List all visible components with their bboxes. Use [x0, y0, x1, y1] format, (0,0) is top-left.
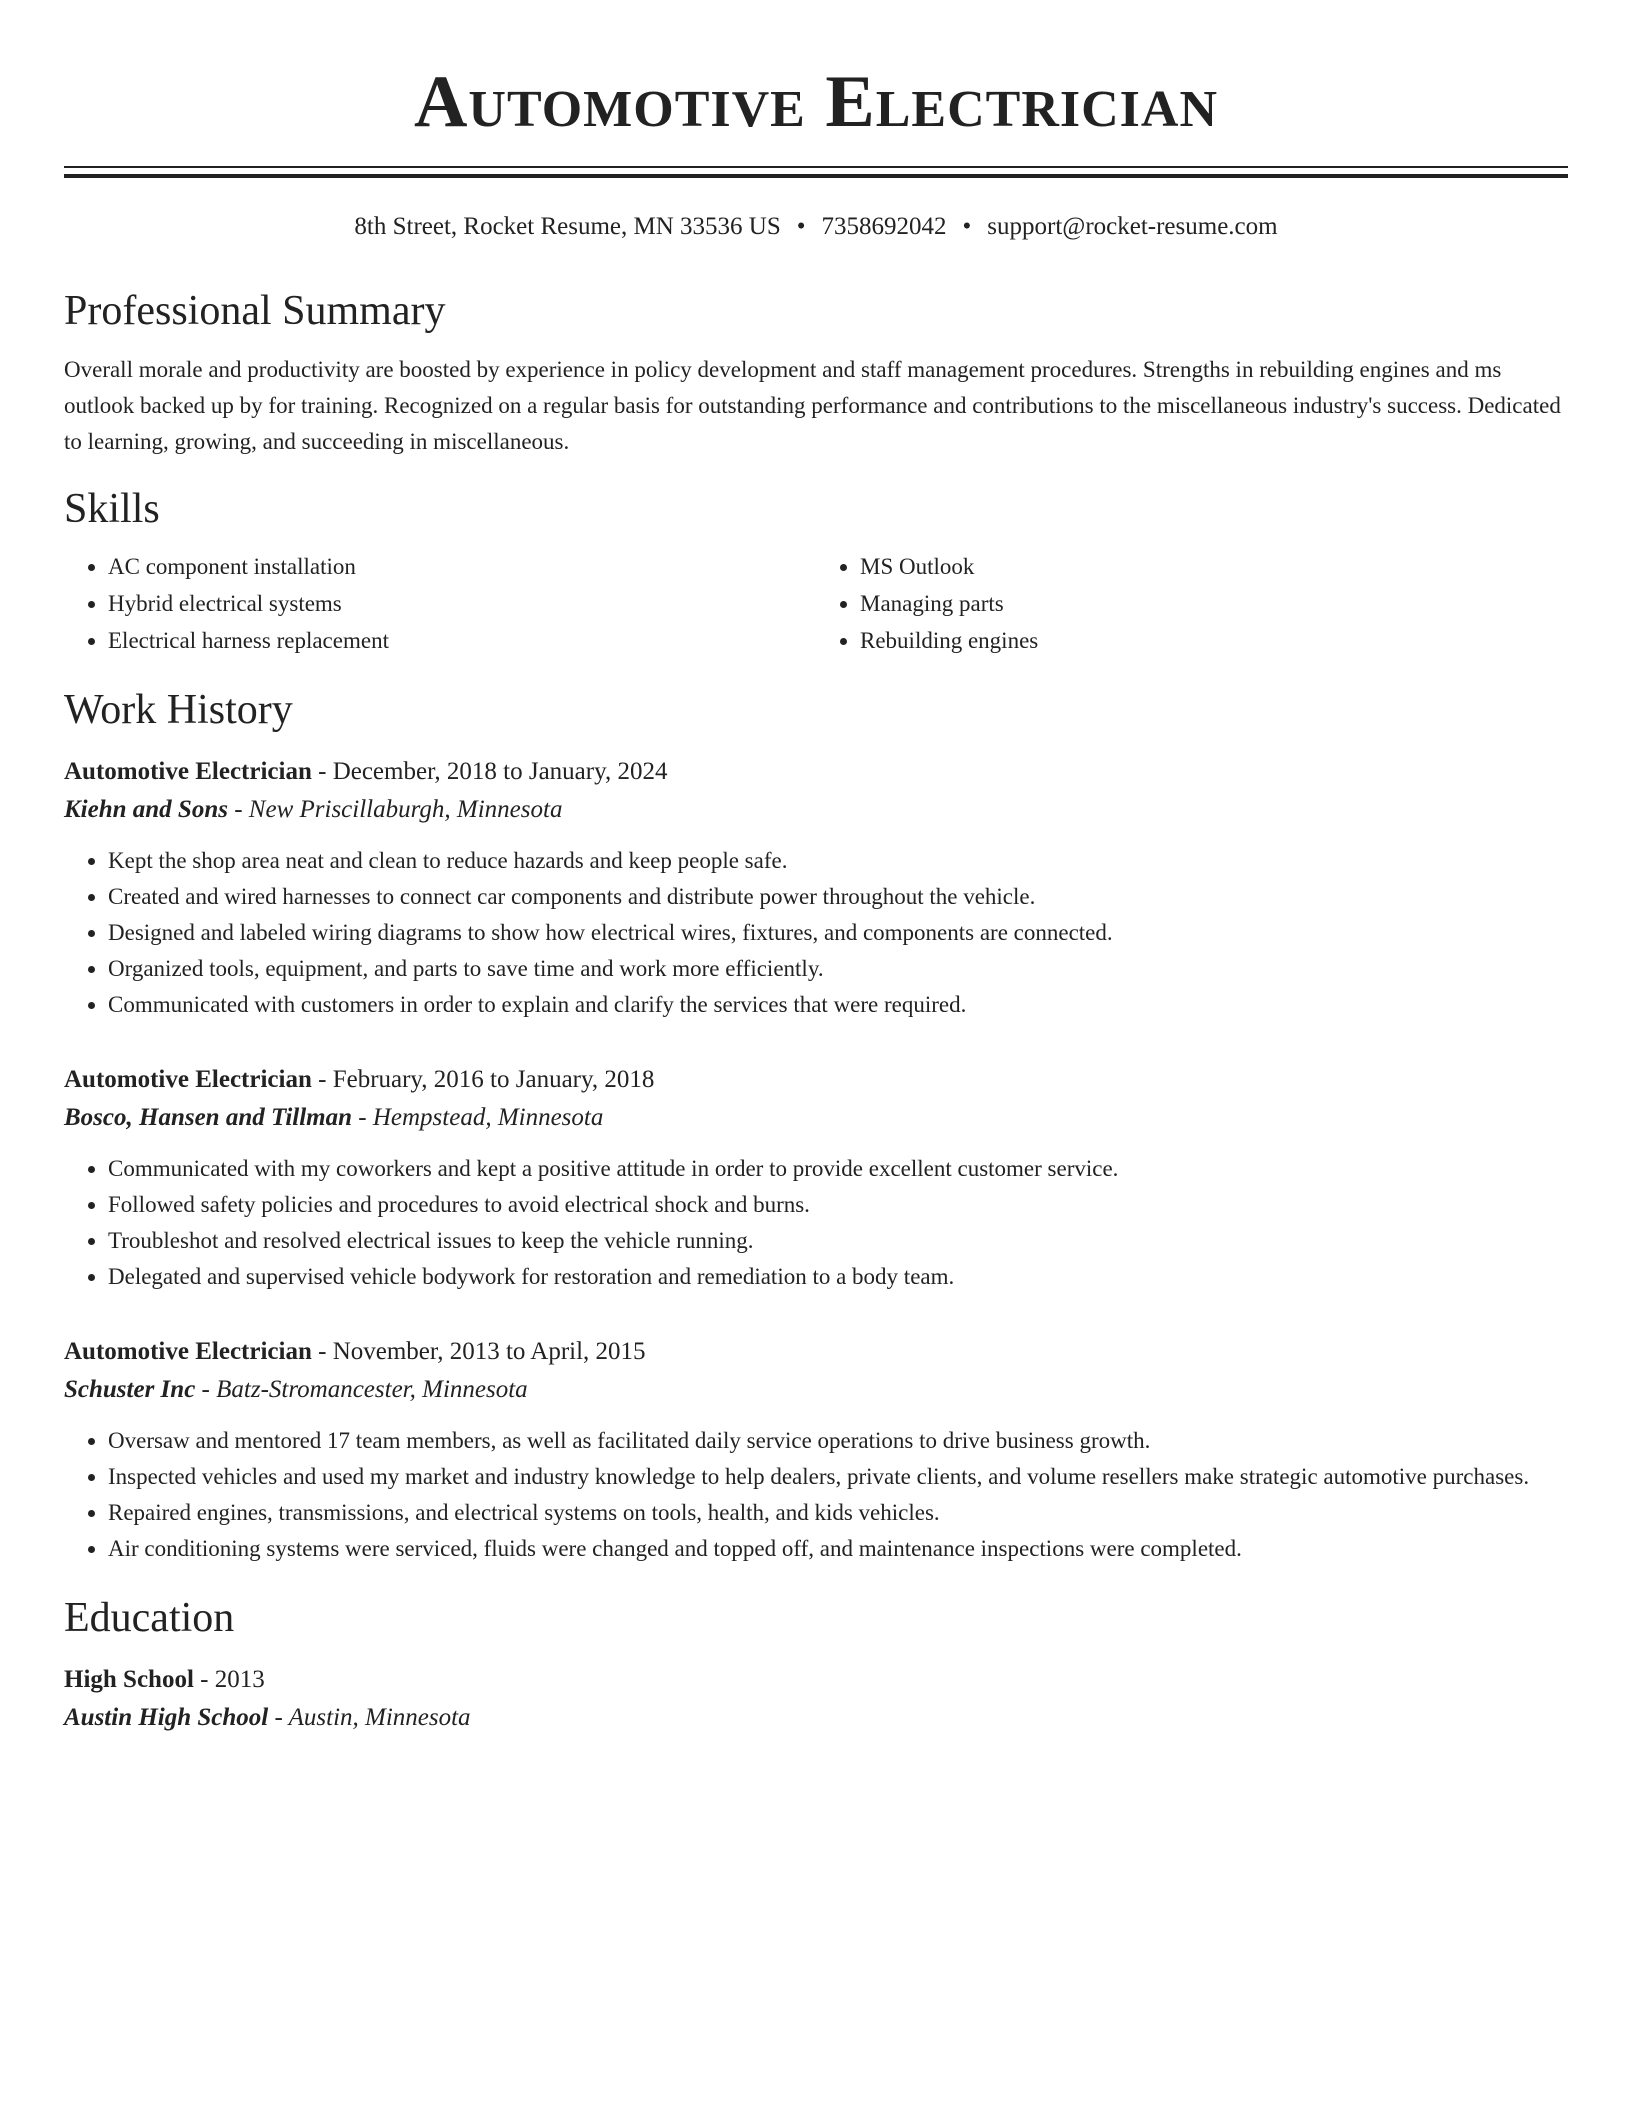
education-heading: Education: [64, 1595, 235, 1641]
education-institution: [64, 1699, 1568, 1737]
skill-item: • Electrical harness replacement: [108, 622, 816, 659]
job-bullet: • Delegated and supervised vehicle bodywork for restoration and remediation to a body team.: [108, 1259, 1568, 1295]
job-header: [64, 1333, 1568, 1371]
education-location: Austin, Minnesota: [288, 1704, 471, 1731]
job-header: [64, 753, 1568, 791]
education-entry: [64, 1661, 1568, 1737]
job-dash: -: [311, 758, 333, 785]
education-year: 2013: [214, 1666, 265, 1693]
job-bullet: • Air conditioning systems were serviced, fluids were changed and topped off, and maintenance inspections were completed.: [108, 1531, 1568, 1567]
job-bullets: [64, 1423, 1568, 1567]
job-dash: -: [311, 1066, 333, 1093]
job-location: New Priscillaburgh, Minnesota: [248, 796, 563, 823]
job-bullets: [64, 843, 1568, 1023]
contact-email: support@rocket-resume.com: [987, 213, 1278, 240]
job-bullet: • Organized tools, equipment, and parts to save time and work more efficiently.: [108, 951, 1568, 987]
education-dash: -: [193, 1666, 215, 1693]
job-bullet: • Oversaw and mentored 17 team members, as well as facilitated daily service operations to drive business growth.: [108, 1423, 1568, 1459]
job-bullet: • Communicated with customers in order to explain and clarify the services that were required.: [108, 987, 1568, 1023]
skill-item: • MS Outlook: [860, 548, 1568, 585]
header-divider: [64, 166, 1568, 178]
job-company: Kiehn and Sons: [64, 796, 228, 823]
education-dash: -: [268, 1704, 289, 1731]
skills-column-right: [816, 548, 1568, 659]
job-entry: [64, 1061, 1568, 1295]
skills-list: [64, 548, 1568, 659]
skill-item: • Hybrid electrical systems: [108, 585, 816, 622]
job-dash: -: [352, 1104, 373, 1131]
skill-item: • AC component installation: [108, 548, 816, 585]
job-bullet: • Designed and labeled wiring diagrams to show how electrical wires, fixtures, and components are connected.: [108, 915, 1568, 951]
job-dash: -: [195, 1376, 217, 1403]
job-role: Automotive Electrician: [64, 1066, 312, 1093]
job-bullet: • Created and wired harnesses to connect car components and distribute power throughout the vehicle.: [108, 879, 1568, 915]
education-degree: High School: [64, 1666, 194, 1693]
summary-text: Overall morale and productivity are boosted by experience in policy development and staff management procedures. Strengths in rebuilding engines and ms outlook backed up by for training. Recognized on a regular basis for outstanding performance and contributions to the miscellaneous industry's success. Dedicated to learning, growing, and succeeding in miscellaneous.: [64, 357, 1561, 454]
contact-separator: •: [796, 213, 806, 240]
job-header: [64, 1061, 1568, 1099]
job-company: Schuster Inc: [64, 1376, 196, 1403]
job-company: Bosco, Hansen and Tillman: [64, 1104, 353, 1131]
skills-heading: Skills: [64, 486, 160, 532]
job-bullets: [64, 1151, 1568, 1295]
job-dates: December, 2018 to January, 2024: [332, 758, 668, 785]
job-role: Automotive Electrician: [64, 1338, 312, 1365]
job-dates: November, 2013 to April, 2015: [332, 1338, 646, 1365]
job-bullet: • Inspected vehicles and used my market and industry knowledge to help dealers, private clients, and volume resellers make strategic automotive purchases.: [108, 1459, 1568, 1495]
job-bullet: • Troubleshot and resolved electrical issues to keep the vehicle running.: [108, 1223, 1568, 1259]
job-bullet: • Repaired engines, transmissions, and electrical systems on tools, health, and kids vehicles.: [108, 1495, 1568, 1531]
job-dash: -: [311, 1338, 333, 1365]
job-location: Hempstead, Minnesota: [372, 1104, 604, 1131]
job-entry: [64, 753, 1568, 1023]
job-location: Batz-Stromancester, Minnesota: [216, 1376, 528, 1403]
skill-item: • Rebuilding engines: [860, 622, 1568, 659]
work-history-heading: Work History: [64, 687, 293, 733]
skill-item: • Managing parts: [860, 585, 1568, 622]
resume-page: [64, 0, 1568, 1737]
job-bullet: • Kept the shop area neat and clean to reduce hazards and keep people safe.: [108, 843, 1568, 879]
job-employer: [64, 1371, 1568, 1409]
job-employer: [64, 1099, 1568, 1137]
job-dash: -: [227, 796, 249, 823]
contact-separator: •: [962, 213, 972, 240]
skills-column-left: [64, 548, 816, 659]
job-dates: February, 2016 to January, 2018: [332, 1066, 655, 1093]
summary-heading: Professional Summary: [64, 288, 446, 334]
job-bullet: • Communicated with my coworkers and kept a positive attitude in order to provide excellent customer service.: [108, 1151, 1568, 1187]
contact-line: [64, 212, 1568, 242]
education-header: [64, 1661, 1568, 1699]
job-employer: [64, 791, 1568, 829]
job-role: Automotive Electrician: [64, 758, 312, 785]
contact-address: 8th Street, Rocket Resume, MN 33536 US: [354, 213, 781, 240]
education-school: Austin High School: [64, 1704, 269, 1731]
resume-name: Automotive Electrician: [413, 61, 1218, 143]
contact-phone: 7358692042: [821, 213, 947, 240]
job-bullet: • Followed safety policies and procedures to avoid electrical shock and burns.: [108, 1187, 1568, 1223]
job-entry: [64, 1333, 1568, 1567]
